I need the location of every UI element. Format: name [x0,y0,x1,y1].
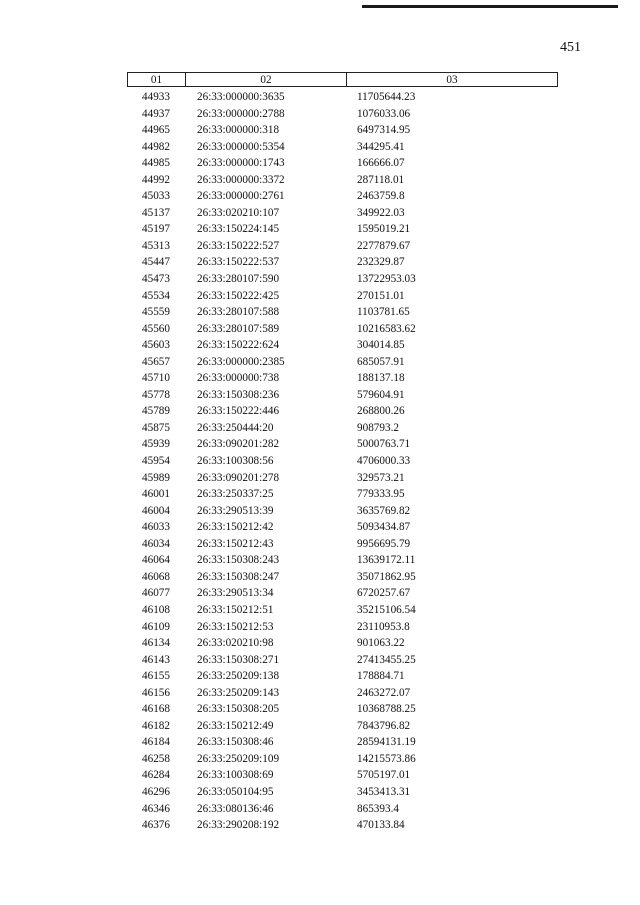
cell-id: 46258 [142,752,170,765]
table-row [127,486,558,503]
cell-id: 46284 [142,769,170,782]
column-header-03: 03 [446,74,458,86]
table-row [127,288,558,305]
cell-id: 44985 [142,157,170,170]
cell-cadastral-number: 26:33:150308:243 [197,554,280,567]
column-header-01: 01 [128,73,186,86]
cell-cadastral-number: 26:33:000000:2761 [197,190,285,203]
cell-value: 329573.21 [357,471,405,484]
table-row [127,403,558,420]
cell-value: 13722953.03 [357,273,416,286]
cell-id: 44933 [142,91,170,103]
table-header [127,72,558,87]
table-row [127,354,558,371]
cell-id: 44937 [142,107,170,120]
cell-cadastral-number: 26:33:250444:20 [197,421,274,434]
cell-cadastral-number: 26:33:250337:25 [197,488,274,501]
table-row [127,635,558,652]
cell-value: 178884.71 [357,670,405,683]
cell-id: 46108 [142,603,170,616]
cell-value: 3635769.82 [357,504,411,517]
table-row [127,718,558,735]
cell-id: 45778 [142,388,170,401]
cell-id: 44992 [142,173,170,186]
cell-cadastral-number: 26:33:090201:282 [197,438,280,451]
cell-cadastral-number: 26:33:000000:3635 [197,91,285,103]
cell-id: 44982 [142,140,170,153]
cell-value: 6497314.95 [357,124,411,137]
cell-value: 13639172.11 [357,554,416,567]
cell-id: 45313 [142,239,170,252]
table-row [127,619,558,636]
cell-value: 349922.03 [357,206,405,219]
table-row [127,89,558,106]
table-row [127,387,558,404]
table-row [127,552,558,569]
cell-cadastral-number: 26:33:250209:109 [197,752,280,765]
cell-cadastral-number: 26:33:150212:49 [197,719,274,732]
table-row [127,602,558,619]
cell-id: 45137 [142,206,170,219]
cell-id: 45603 [142,339,170,352]
table-row [127,254,558,271]
cell-id: 46184 [142,736,170,749]
table-row [127,652,558,669]
cell-cadastral-number: 26:33:090201:278 [197,471,280,484]
cell-id: 45559 [142,306,170,319]
cell-id: 46001 [142,488,170,501]
cell-id: 46182 [142,719,170,732]
cell-id: 46346 [142,802,170,815]
cell-value: 270151.01 [357,289,405,302]
cell-value: 901063.22 [357,637,405,650]
cell-cadastral-number: 26:33:000000:3372 [197,173,285,186]
cell-id: 46143 [142,653,170,666]
table-row [127,685,558,702]
cell-value: 5000763.71 [357,438,411,451]
cell-value: 188137.18 [357,372,405,385]
table-row [127,585,558,602]
cell-value: 2463272.07 [357,686,411,699]
cell-cadastral-number: 26:33:150222:624 [197,339,280,352]
cell-id: 45197 [142,223,170,236]
cell-cadastral-number: 26:33:150224:145 [197,223,280,236]
table-row [127,453,558,470]
cell-id: 46376 [142,819,170,832]
cell-value: 5705197.01 [357,769,411,782]
cell-value: 5093434.87 [357,521,411,534]
cell-value: 35071862.95 [357,570,416,583]
cell-cadastral-number: 26:33:000000:2385 [197,355,285,368]
cell-cadastral-number: 26:33:280107:590 [197,273,280,286]
cell-value: 27413455.25 [357,653,416,666]
cell-id: 45560 [142,322,170,335]
cell-id: 46155 [142,670,170,683]
cell-value: 9956695.79 [357,537,411,550]
cell-value: 1103781.65 [357,306,410,319]
cell-id: 45710 [142,372,170,385]
cell-value: 268800.26 [357,405,405,418]
table-row [127,470,558,487]
cell-cadastral-number: 26:33:280107:588 [197,306,280,319]
cell-value: 685057.91 [357,355,405,368]
cell-cadastral-number: 26:33:150308:247 [197,570,280,583]
table-row [127,701,558,718]
table-row [127,370,558,387]
table-row [127,519,558,536]
cell-value: 287118.01 [357,173,405,186]
table-row [127,337,558,354]
cell-value: 11705644.23 [357,91,416,103]
table-row [127,172,558,189]
cell-id: 46033 [142,521,170,534]
cell-cadastral-number: 26:33:000000:738 [197,372,280,385]
cell-value: 1595019.21 [357,223,411,236]
table-body [127,89,558,834]
cell-cadastral-number: 26:33:150308:46 [197,736,274,749]
cell-value: 7843796.82 [357,719,411,732]
cell-id: 46077 [142,587,170,600]
cell-value: 14215573.86 [357,752,416,765]
cell-cadastral-number: 26:33:150212:53 [197,620,274,633]
table-row [127,503,558,520]
cell-cadastral-number: 26:33:150308:205 [197,703,280,716]
cell-cadastral-number: 26:33:000000:318 [197,124,280,137]
cell-cadastral-number: 26:33:000000:5354 [197,140,285,153]
data-table [127,72,558,834]
cell-id: 46068 [142,570,170,583]
cell-value: 470133.84 [357,819,405,832]
table-row [127,139,558,156]
cell-cadastral-number: 26:33:020210:107 [197,206,280,219]
cell-id: 45447 [142,256,170,269]
table-row [127,734,558,751]
table-row [127,767,558,784]
cell-cadastral-number: 26:33:100308:56 [197,455,274,468]
table-row [127,304,558,321]
cell-id: 45657 [142,355,170,368]
cell-cadastral-number: 26:33:250209:138 [197,670,280,683]
cell-cadastral-number: 26:33:150212:42 [197,521,274,534]
cell-id: 45954 [142,455,170,468]
cell-cadastral-number: 26:33:250209:143 [197,686,280,699]
cell-id: 45989 [142,471,170,484]
cell-cadastral-number: 26:33:080136:46 [197,802,274,815]
cell-cadastral-number: 26:33:150222:446 [197,405,280,418]
table-row [127,668,558,685]
table-row [127,155,558,172]
cell-cadastral-number: 26:33:150308:236 [197,388,280,401]
cell-id: 45939 [142,438,170,451]
table-row [127,784,558,801]
cell-value: 4706000.33 [357,455,411,468]
cell-value: 6720257.67 [357,587,411,600]
cell-id: 45033 [142,190,170,203]
cell-value: 35215106.54 [357,603,416,616]
cell-id: 46168 [142,703,170,716]
cell-value: 304014.85 [357,339,405,352]
table-row [127,205,558,222]
table-row [127,536,558,553]
cell-cadastral-number: 26:33:150212:43 [197,537,274,550]
cell-value: 166666.07 [357,157,405,170]
cell-cadastral-number: 26:33:050104:95 [197,785,274,798]
cell-value: 908793.2 [357,421,399,434]
table-row [127,188,558,205]
cell-value: 779333.95 [357,488,405,501]
cell-id: 46034 [142,537,170,550]
table-row [127,569,558,586]
cell-cadastral-number: 26:33:150222:527 [197,239,280,252]
table-row [127,801,558,818]
cell-id: 46064 [142,554,170,567]
page-number: 451 [560,40,581,55]
table-row [127,238,558,255]
cell-value: 10368788.25 [357,703,416,716]
cell-value: 23110953.8 [357,620,410,633]
cell-id: 44965 [142,124,170,137]
header-rule [362,5,618,8]
cell-id: 45875 [142,421,170,434]
cell-value: 2277879.67 [357,239,411,252]
table-row [127,751,558,768]
cell-id: 45789 [142,405,170,418]
cell-cadastral-number: 26:33:290513:34 [197,587,274,600]
table-row [127,106,558,123]
cell-cadastral-number: 26:33:150308:271 [197,653,280,666]
cell-cadastral-number: 26:33:020210:98 [197,637,274,650]
cell-cadastral-number: 26:33:000000:2788 [197,107,285,120]
cell-value: 28594131.19 [357,736,416,749]
cell-cadastral-number: 26:33:290513:39 [197,504,274,517]
cell-id: 46134 [142,637,170,650]
table-row [127,817,558,834]
cell-id: 46296 [142,785,170,798]
cell-cadastral-number: 26:33:290208:192 [197,819,280,832]
cell-cadastral-number: 26:33:280107:589 [197,322,280,335]
cell-value: 3453413.31 [357,785,411,798]
cell-cadastral-number: 26:33:150222:425 [197,289,280,302]
cell-value: 2463759.8 [357,190,405,203]
table-row [127,122,558,139]
cell-cadastral-number: 26:33:100308:69 [197,769,274,782]
cell-value: 579604.91 [357,388,405,401]
cell-id: 46156 [142,686,170,699]
cell-cadastral-number: 26:33:000000:1743 [197,157,285,170]
table-row [127,420,558,437]
cell-value: 10216583.62 [357,322,416,335]
table-row [127,321,558,338]
cell-id: 46004 [142,504,170,517]
cell-value: 865393.4 [357,802,399,815]
cell-cadastral-number: 26:33:150212:51 [197,603,274,616]
table-row [127,221,558,238]
cell-value: 232329.87 [357,256,405,269]
cell-id: 45473 [142,273,170,286]
table-row [127,436,558,453]
column-header-02: 02 [186,73,347,86]
cell-id: 45534 [142,289,170,302]
cell-value: 344295.41 [357,140,405,153]
cell-id: 46109 [142,620,170,633]
cell-cadastral-number: 26:33:150222:537 [197,256,280,269]
table-row [127,271,558,288]
cell-value: 1076033.06 [357,107,411,120]
